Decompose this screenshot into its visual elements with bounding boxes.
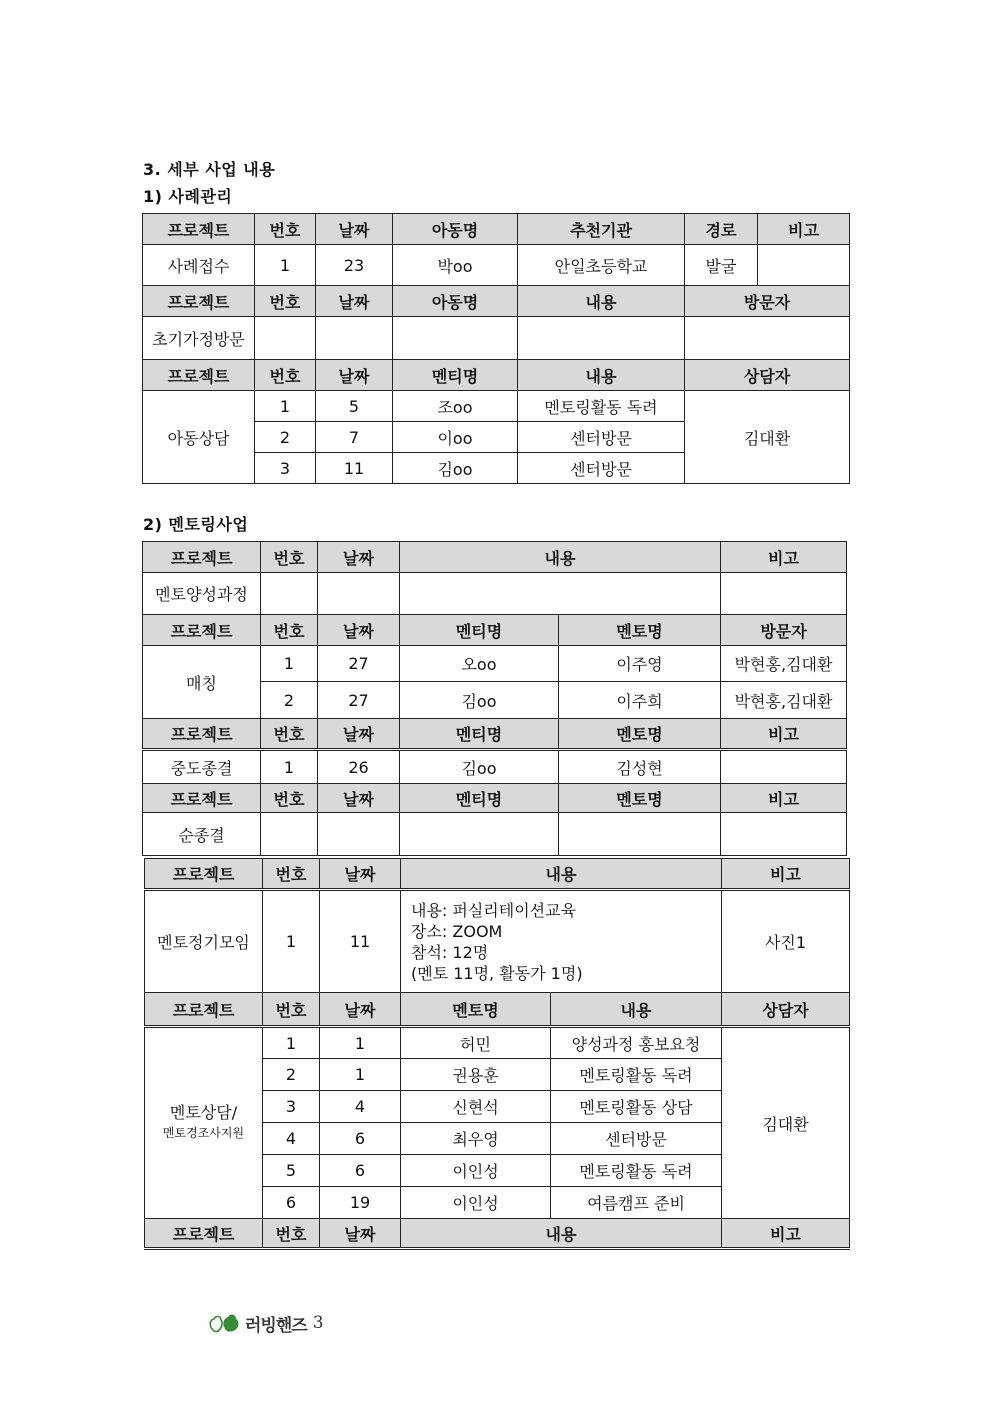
header-cell: 날짜 (316, 214, 393, 245)
table-cell: 멘토양성과정 (143, 573, 261, 615)
header-cell: 번호 (261, 719, 318, 750)
table-cell: 2 (255, 422, 316, 453)
header-cell: 멘토명 (401, 993, 551, 1027)
table-cell (400, 573, 721, 615)
table-cell (559, 813, 721, 856)
table-cell: 김대환 (685, 391, 850, 484)
header-cell: 번호 (261, 542, 318, 573)
table-cell: 4 (320, 1091, 401, 1123)
header-row (143, 615, 847, 646)
table-cell: 멘토링활동 독려 (518, 391, 685, 422)
header-cell: 방문자 (685, 286, 850, 317)
header-row (143, 286, 850, 317)
footer-logo-text: 러빙핸즈 (245, 1315, 307, 1336)
header-cell: 상담자 (685, 360, 850, 391)
table-cell: 조oo (393, 391, 518, 422)
table-cell: 4 (263, 1123, 320, 1155)
header-cell: 상담자 (722, 993, 850, 1027)
table-cell: 23 (316, 245, 393, 286)
section-title: 3. 세부 사업 내용 (143, 160, 276, 179)
table-cell: 이oo (393, 422, 518, 453)
table-cell: 6 (320, 1123, 401, 1155)
header-cell: 프로젝트 (145, 1219, 263, 1249)
header-cell: 날짜 (318, 784, 400, 813)
table-cell: 1 (255, 391, 316, 422)
table-cell: 김oo (400, 682, 559, 719)
table-cell: 27 (318, 646, 400, 682)
header-row (143, 719, 847, 750)
header-cell: 프로젝트 (143, 719, 261, 750)
header-cell: 프로젝트 (145, 993, 263, 1027)
table-cell: 김oo (393, 453, 518, 484)
header-cell: 멘토명 (559, 784, 721, 813)
header-cell: 프로젝트 (143, 542, 261, 573)
table-cell: 신현석 (401, 1091, 551, 1123)
header-cell: 아동명 (393, 286, 518, 317)
header-cell: 날짜 (320, 993, 401, 1027)
table-cell: 1 (320, 1059, 401, 1091)
footer (208, 1310, 324, 1336)
header-cell: 번호 (261, 784, 318, 813)
table-cell: 1 (261, 750, 318, 784)
header-cell: 멘티명 (400, 719, 559, 750)
header-cell: 멘토명 (559, 719, 721, 750)
header-cell: 번호 (263, 1219, 320, 1249)
page-number: 3 (312, 1313, 324, 1333)
table-cell: 권용훈 (401, 1059, 551, 1091)
meeting-detail-line: 내용: 퍼실리테이션교육 (411, 900, 577, 920)
header-cell: 날짜 (318, 719, 400, 750)
header-cell: 방문자 (721, 615, 847, 646)
table-cell: 6 (320, 1155, 401, 1187)
table-cell: 사례접수 (143, 245, 255, 286)
table-cell: 여름캠프 준비 (551, 1187, 722, 1219)
header-cell: 프로젝트 (143, 784, 261, 813)
table-cell: 순종결 (143, 813, 261, 856)
meeting-detail-line: 장소: ZOOM (411, 921, 503, 941)
header-cell: 프로젝트 (143, 360, 255, 391)
table-cell (400, 813, 559, 856)
table-cell: 허민 (401, 1027, 551, 1059)
table-cell: 이주영 (559, 646, 721, 682)
table-cell: 센터방문 (518, 453, 685, 484)
table-cell: 박oo (393, 245, 518, 286)
table-row (143, 391, 850, 422)
header-cell: 내용 (518, 286, 685, 317)
header-cell: 내용 (401, 859, 722, 890)
header-cell: 멘티명 (400, 784, 559, 813)
table-cell (255, 317, 316, 360)
header-cell: 멘토명 (559, 615, 721, 646)
consult-project-sublabel: 멘토경조사지원 (162, 1126, 245, 1140)
header-cell: 번호 (263, 993, 320, 1027)
table-cell: 19 (320, 1187, 401, 1219)
header-cell: 비고 (721, 542, 847, 573)
table-cell (145, 1027, 263, 1219)
case-management-table (142, 213, 850, 484)
meeting-detail-line: 참석: 12명 (411, 942, 489, 962)
table-cell (261, 573, 318, 615)
table-cell: 양성과정 홍보요청 (551, 1027, 722, 1059)
table-cell (316, 317, 393, 360)
header-cell: 경로 (685, 214, 758, 245)
table-cell: 5 (316, 391, 393, 422)
table-cell (758, 245, 850, 286)
header-row (143, 784, 847, 813)
table-cell: 7 (316, 422, 393, 453)
table-cell (685, 317, 850, 360)
table-cell: 초기가정방문 (143, 317, 255, 360)
table-cell: 멘토링활동 상담 (551, 1091, 722, 1123)
header-cell: 번호 (263, 859, 320, 890)
header-cell: 비고 (722, 1219, 850, 1249)
header-cell: 멘티명 (393, 360, 518, 391)
table-cell: 최우영 (401, 1123, 551, 1155)
loving-hands-logo-icon (208, 1311, 242, 1335)
header-cell: 내용 (551, 993, 722, 1027)
header-cell: 멘티명 (400, 615, 559, 646)
table-cell: 박현홍,김대환 (721, 682, 847, 719)
mentoring-table (142, 541, 847, 856)
table-cell: 오oo (400, 646, 559, 682)
table-cell: 6 (263, 1187, 320, 1219)
header-cell: 비고 (722, 859, 850, 890)
table-row (143, 646, 847, 682)
table-cell (261, 813, 318, 856)
header-row (143, 542, 847, 573)
header-row (143, 360, 850, 391)
table-cell (318, 813, 400, 856)
header-cell: 번호 (261, 615, 318, 646)
table-cell (721, 813, 847, 856)
table-cell: 센터방문 (551, 1123, 722, 1155)
table-cell: 발굴 (685, 245, 758, 286)
header-cell: 추천기관 (518, 214, 685, 245)
table-row (145, 1027, 850, 1059)
header-row (145, 859, 850, 890)
table-cell: 2 (261, 682, 318, 719)
header-cell: 번호 (255, 214, 316, 245)
table-row (143, 750, 847, 784)
header-row (143, 214, 850, 245)
header-cell: 비고 (758, 214, 850, 245)
table-cell: 1 (255, 245, 316, 286)
table-cell: 박현홍,김대환 (721, 646, 847, 682)
table-cell: 센터방문 (518, 422, 685, 453)
consult-project-label: 멘토상담/ (169, 1103, 238, 1122)
table-cell: 1 (263, 1027, 320, 1059)
table-cell: 사진1 (722, 890, 850, 993)
subsection-title-mentoring: 2) 멘토링사업 (143, 515, 249, 534)
table-row (143, 813, 847, 856)
table-cell: 멘토링활동 독려 (551, 1155, 722, 1187)
table-cell: 1 (261, 646, 318, 682)
table-row (143, 573, 847, 615)
header-cell: 번호 (255, 286, 316, 317)
header-cell: 프로젝트 (143, 615, 261, 646)
header-row (145, 1219, 850, 1249)
header-cell: 내용 (401, 1219, 722, 1249)
table-cell: 2 (263, 1059, 320, 1091)
table-cell: 멘토링활동 독려 (551, 1059, 722, 1091)
mentor-meeting-table (144, 858, 850, 1250)
table-cell: 1 (320, 1027, 401, 1059)
table-cell (393, 317, 518, 360)
table-cell: 11 (320, 890, 401, 993)
header-cell: 날짜 (320, 1219, 401, 1249)
header-cell: 프로젝트 (143, 214, 255, 245)
table-row (143, 317, 850, 360)
header-cell: 프로젝트 (145, 859, 263, 890)
header-cell: 비고 (721, 719, 847, 750)
table-row (145, 890, 850, 993)
header-cell: 날짜 (316, 360, 393, 391)
table-cell: 3 (263, 1091, 320, 1123)
table-cell: 3 (255, 453, 316, 484)
subsection-title-case-management: 1) 사례관리 (143, 187, 233, 206)
table-cell: 5 (263, 1155, 320, 1187)
table-cell (721, 573, 847, 615)
meeting-detail-line: (멘토 11명, 활동가 1명) (411, 963, 583, 983)
table-cell: 김성현 (559, 750, 721, 784)
header-cell: 날짜 (320, 859, 401, 890)
table-cell: 멘토정기모임 (145, 890, 263, 993)
table-cell: 이주희 (559, 682, 721, 719)
header-row (145, 993, 850, 1027)
table-cell: 매칭 (143, 646, 261, 719)
table-cell: 안일초등학교 (518, 245, 685, 286)
header-cell: 날짜 (318, 615, 400, 646)
header-cell: 비고 (721, 784, 847, 813)
header-cell: 프로젝트 (143, 286, 255, 317)
table-cell (721, 750, 847, 784)
table-cell: 중도종결 (143, 750, 261, 784)
table-cell: 이인성 (401, 1155, 551, 1187)
table-cell: 1 (263, 890, 320, 993)
header-cell: 날짜 (316, 286, 393, 317)
table-cell: 아동상담 (143, 391, 255, 484)
table-cell: 26 (318, 750, 400, 784)
table-cell: 김oo (400, 750, 559, 784)
table-cell: 김대환 (722, 1027, 850, 1219)
header-cell: 아동명 (393, 214, 518, 245)
header-cell: 날짜 (318, 542, 400, 573)
header-cell: 번호 (255, 360, 316, 391)
table-cell: 11 (316, 453, 393, 484)
header-cell: 내용 (400, 542, 721, 573)
table-cell (318, 573, 400, 615)
table-cell (518, 317, 685, 360)
header-cell: 내용 (518, 360, 685, 391)
table-cell: 27 (318, 682, 400, 719)
table-row (143, 245, 850, 286)
table-cell: 이인성 (401, 1187, 551, 1219)
meeting-details-cell (401, 890, 722, 993)
